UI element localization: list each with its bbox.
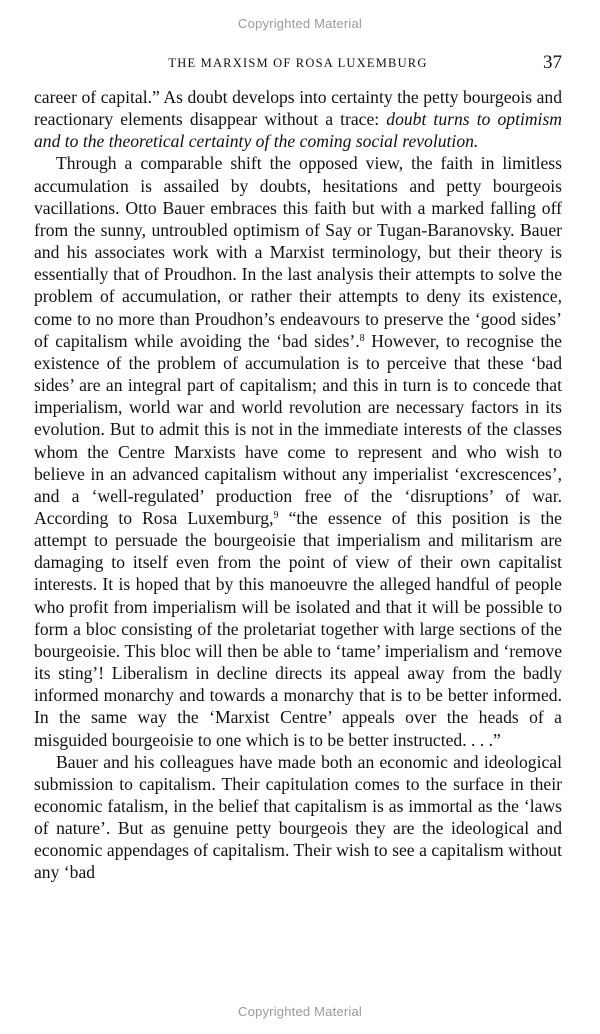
page-number: 37: [543, 52, 562, 73]
paragraph-1: [34, 86, 562, 152]
watermark-top: Copyrighted Material: [238, 16, 362, 31]
footnote-marker-8: 8: [359, 332, 365, 344]
running-head-title: THE MARXISM OF ROSA LUXEMBURG: [168, 56, 428, 70]
running-head: [34, 52, 562, 78]
body-text: [34, 86, 562, 884]
paragraph-1-lead: career of capital.” As doubt develops into certainty the petty bourgeois and reactionary elements disappear without a trace:: [34, 87, 562, 130]
paragraph-2-part-1: Through a comparable shift the opposed view, the faith in limitless accumulation is assailed by doubts, hesitations and petty bourgeois vacillations. Otto Bauer embraces this faith but with a marked falling off from the sunny, untroubled optimism of Say or Tugan-Baranovsky. Bauer and his associates work with a Marxist terminology, but their theory is essentially that of Proudhon. In the last analysis their attempts to solve the problem of accumulation, or rather their attempts to deny its existence, come to no more than Proudhon’s endeavours to preserve the ‘good sides’ of capitalism while avoiding the ‘bad sides’.: [34, 153, 562, 351]
paragraph-1-emphasis: doubt turns to optimism and to the theoretical certainty of the coming social revolution.: [34, 109, 562, 152]
footnote-marker-9: 9: [273, 509, 279, 521]
paragraph-3: Bauer and his colleagues have made both an economic and ideological submission to capitalism. Their capitulation comes to the surface in their economic fatalism, in the belief that capitalism is as immortal as the ‘laws of nature’. But as genuine petty bourgeois they are the ideological and economic appendages of capitalism. Their wish to see a capitalism without any ‘bad: [34, 751, 562, 883]
paragraph-2: [34, 152, 562, 750]
paragraph-2-part-2: However, to recognise the existence of the problem of accumulation is to perceive that these ‘bad sides’ are an integral part of capitalism; and this in turn is to concede that imperialism, world war and world revolution are necessary factors in its evolution. But to admit this is not in the immediate interests of the classes whom the Centre Marxists have come to represent and who wish to believe in an advanced capitalism without any imperialist ‘excrescences’, and a ‘well-regulated’ production free of the ‘disruptions’ of war. According to Rosa Luxemburg,: [34, 330, 562, 528]
watermark-bottom: Copyrighted Material: [238, 1004, 362, 1019]
paragraph-2-part-3: “the essence of this position is the attempt to persuade the bourgeoisie that imperialism and militarism are damaging to itself even from the point of view of their own capitalist interests. It is hoped that by this manoeuvre the alleged handful of people who profit from imperialism will be isolated and that it will be possible to form a bloc consisting of the proletariat together with large sections of the bourgeoisie. This bloc will then be able to ‘tame’ imperialism and ‘remove its sting’! Liberalism in decline directs its appeal away from the badly informed monarchy and towards a monarchy that is to be better informed. In the same way the ‘Marxist Centre’ appeals over the heads of a misguided bourgeoisie to one which is to be better instructed. . . .”: [34, 507, 562, 750]
